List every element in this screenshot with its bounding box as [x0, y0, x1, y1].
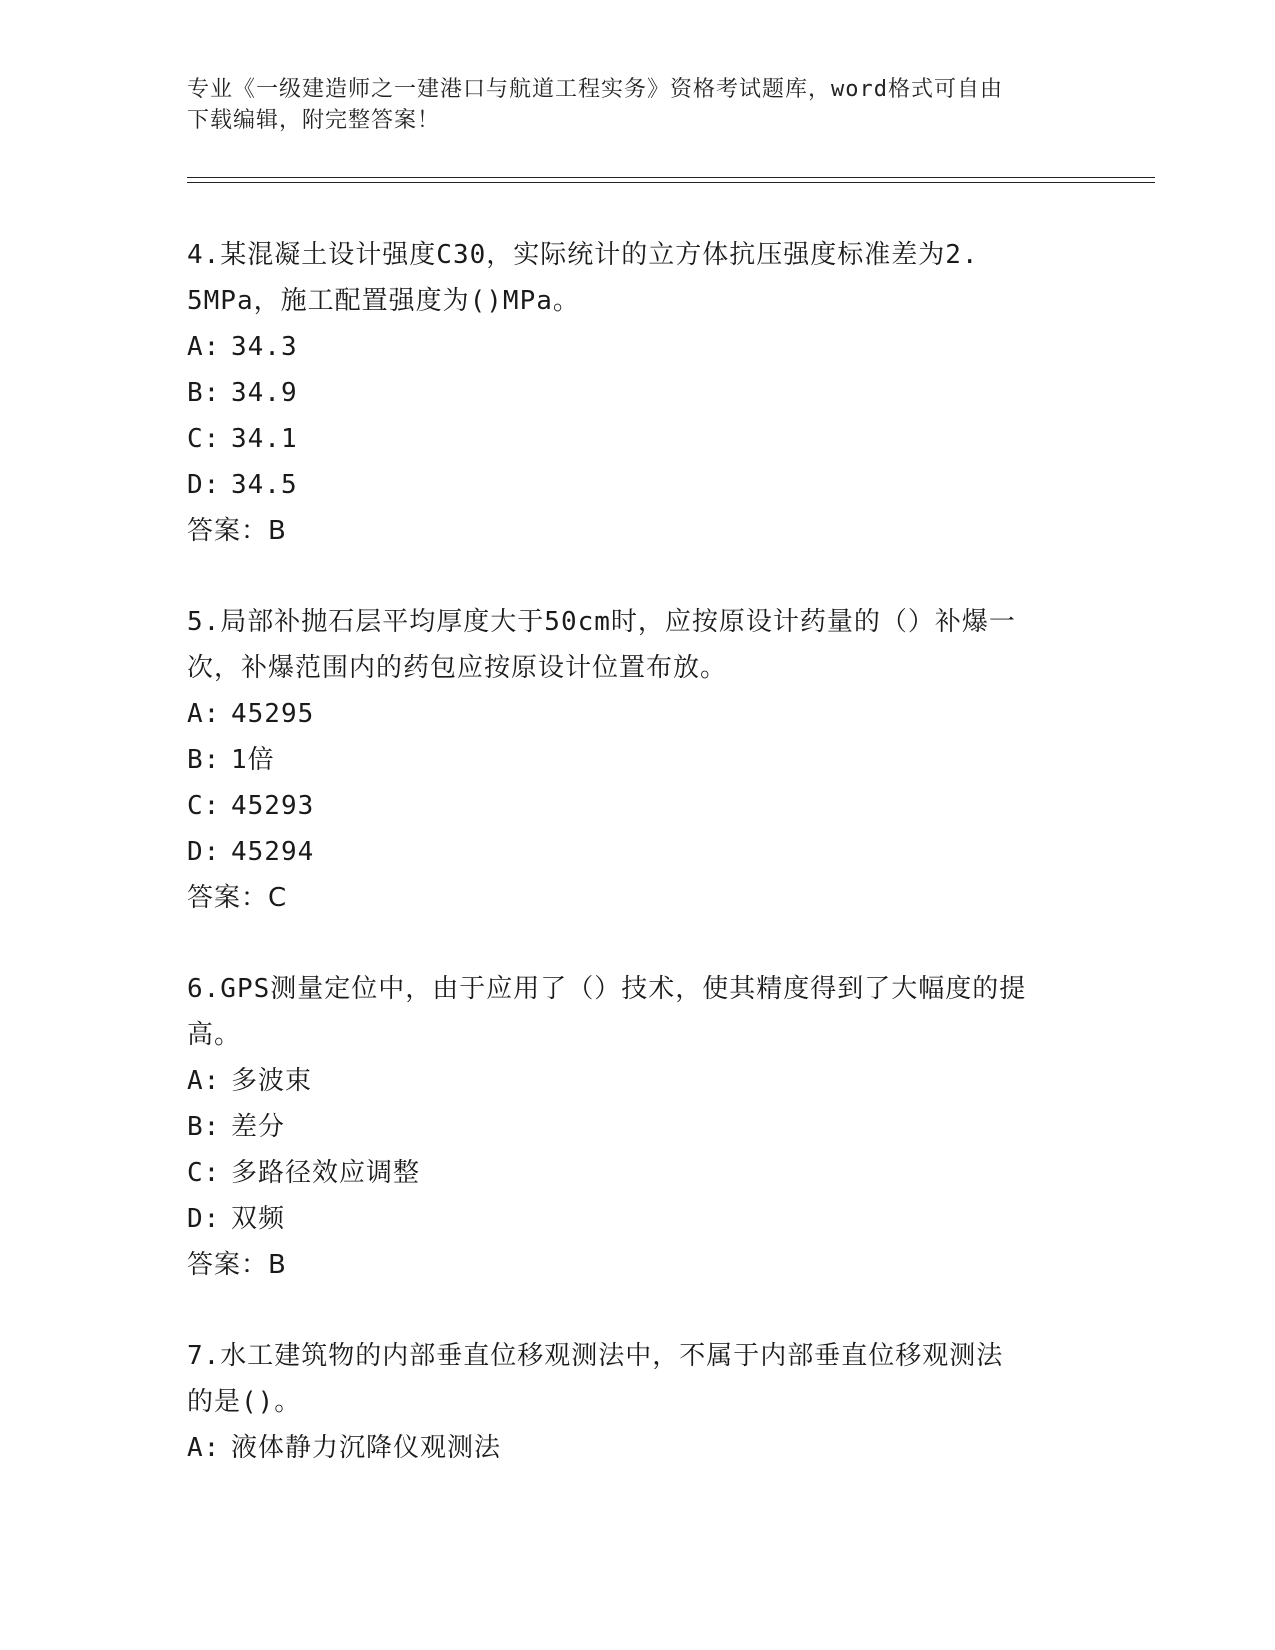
answer: 答案：C: [187, 883, 288, 913]
option-a: [187, 1058, 1087, 1104]
header-divider-bottom: [187, 182, 1155, 183]
question-stem-line-2: 高。: [187, 1020, 242, 1050]
document-header: [187, 74, 1067, 136]
option-text: 34.9: [231, 378, 298, 408]
question-6: [187, 966, 1087, 1288]
question-list: [187, 232, 1087, 1516]
option-text: 45294: [231, 837, 315, 867]
header-line-2: 下载编辑，附完整答案！: [187, 108, 441, 133]
question-stem-line-2: 的是()。: [187, 1387, 302, 1417]
option-label: B:: [187, 745, 221, 775]
option-text: 45295: [231, 699, 315, 729]
answer: 答案：B: [187, 516, 287, 546]
option-label: A:: [187, 1433, 221, 1463]
option-text: 34.3: [231, 332, 298, 362]
header-divider-top: [187, 177, 1155, 178]
option-label: C:: [187, 424, 221, 454]
option-label: D:: [187, 837, 221, 867]
option-a: [187, 691, 1087, 737]
option-label: B:: [187, 1112, 221, 1142]
option-text: 差分: [231, 1112, 286, 1142]
question-stem: [187, 966, 1087, 1058]
option-c: [187, 1150, 1087, 1196]
option-label: A:: [187, 1066, 221, 1096]
question-5: [187, 599, 1087, 921]
question-stem: [187, 232, 1087, 324]
option-text: 多波束: [231, 1066, 313, 1096]
option-text: 多路径效应调整: [231, 1158, 421, 1188]
option-label: D:: [187, 1204, 221, 1234]
question-4: [187, 232, 1087, 554]
option-d: [187, 1196, 1087, 1242]
option-text: 34.5: [231, 470, 298, 500]
question-stem: [187, 599, 1087, 691]
option-a: [187, 324, 1087, 370]
question-stem-line-2: 5MPa，施工配置强度为()MPa。: [187, 286, 580, 316]
question-stem: [187, 1333, 1087, 1425]
question-stem-line-1: 7.水工建筑物的内部垂直位移观测法中，不属于内部垂直位移观测法: [187, 1341, 1004, 1371]
option-a: [187, 1425, 1087, 1471]
option-label: A:: [187, 332, 221, 362]
question-stem-line-1: 4.某混凝土设计强度C30，实际统计的立方体抗压强度标准差为2.: [187, 240, 979, 270]
option-text: 34.1: [231, 424, 298, 454]
option-d: [187, 462, 1087, 508]
option-label: D:: [187, 470, 221, 500]
answer: 答案：B: [187, 1250, 287, 1280]
option-b: [187, 370, 1087, 416]
question-stem-line-1: 5.局部补抛石层平均厚度大于50cm时，应按原设计药量的（）补爆一: [187, 607, 1016, 637]
option-b: [187, 737, 1087, 783]
option-label: C:: [187, 791, 221, 821]
option-label: C:: [187, 1158, 221, 1188]
option-text: 1倍: [231, 745, 275, 775]
question-7: [187, 1333, 1087, 1471]
header-line-1: 专业《一级建造师之一建港口与航道工程实务》资格考试题库，word格式可自由: [187, 77, 1003, 102]
option-c: [187, 783, 1087, 829]
option-text: 双频: [231, 1204, 286, 1234]
option-text: 45293: [231, 791, 315, 821]
option-d: [187, 829, 1087, 875]
option-label: A:: [187, 699, 221, 729]
option-text: 液体静力沉降仪观测法: [231, 1433, 502, 1463]
option-label: B:: [187, 378, 221, 408]
question-stem-line-2: 次，补爆范围内的药包应按原设计位置布放。: [187, 653, 728, 683]
question-stem-line-1: 6.GPS测量定位中，由于应用了（）技术，使其精度得到了大幅度的提: [187, 974, 1027, 1004]
option-b: [187, 1104, 1087, 1150]
option-c: [187, 416, 1087, 462]
